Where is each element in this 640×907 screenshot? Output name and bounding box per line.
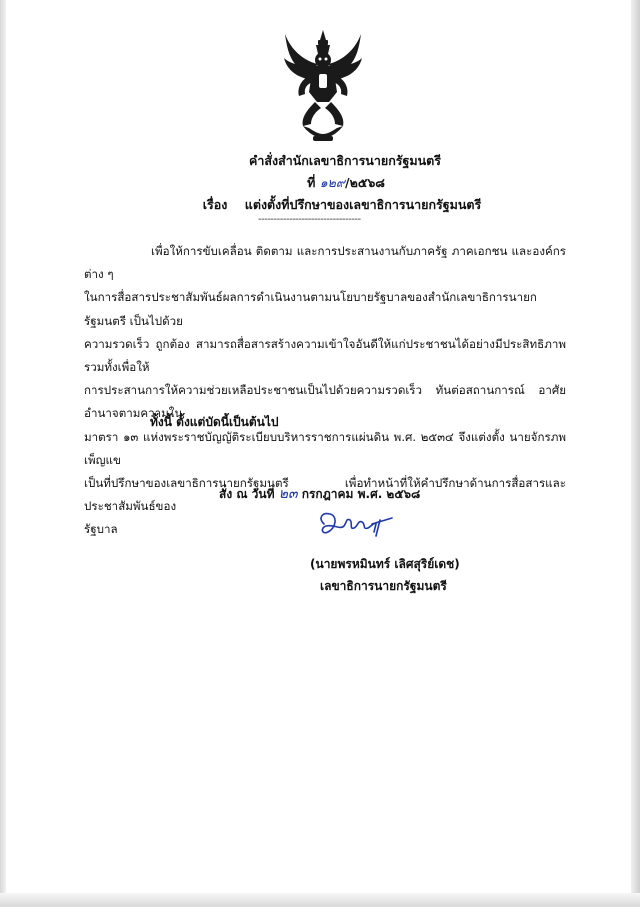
subject-line [22, 195, 640, 215]
date-month-year: กรกฎาคม พ.ศ. ๒๕๖๘ [301, 487, 421, 501]
page-shadow-right [631, 0, 640, 907]
signature-icon [316, 510, 406, 540]
order-title: คำสั่งสำนักเลขาธิการนายกรัฐมนตรี [249, 153, 441, 168]
order-number-line [26, 173, 640, 193]
signer-title: เลขาธิการนายกรัฐมนตรี [320, 579, 447, 593]
order-date-line [219, 483, 420, 505]
body-line: การประสานการให้ความช่วยเหลือประชาชนเป็นไปด้วยความรวดเร็ว ทันต่อสถานการณ์ อาศัยอำนาจตามความใน [84, 383, 566, 421]
order-number-handwritten: ๑๒๙ [319, 175, 346, 190]
subject-label: เรื่อง [202, 197, 228, 212]
order-year: /๒๕๖๘ [345, 175, 385, 190]
title-divider: --------------------------------- [258, 214, 361, 225]
page-shadow-bottom [0, 893, 640, 907]
order-number-prefix: ที่ [307, 175, 316, 190]
body-line: ในการสื่อสารประชาสัมพันธ์ผลการดำเนินงานตามนโยบายรัฐบาลของสำนักเลขาธิการนายกรัฐมนตรี เป็นไปด้วย [84, 290, 537, 328]
subject-text: แต่งตั้งที่ปรึกษาของเลขาธิการนายกรัฐมนตรี [244, 197, 482, 212]
body-line: มาตรา ๑๓ แห่งพระราชบัญญัติระเบียบบริหารราชการแผ่นดิน พ.ศ. ๒๕๓๔ จึงแต่งตั้ง นายจักรภพ เพ็ญแข [84, 429, 566, 467]
signer-name: (นายพรหมินทร์ เลิศสุริย์เดช) [310, 557, 460, 571]
body-line: เป็นที่ปรึกษาของเลขาธิการนายกรัฐมนตรี เพื่อทำหน้าที่ให้คำปรึกษาด้านการสื่อสารและประชาสัมพันธ์ของ [84, 476, 566, 514]
effective-clause: ทั้งนี้ ตั้งแต่บัดนี้เป็นต้นไป [150, 415, 279, 429]
body-line: ความรวดเร็ว ถูกต้อง สามารถสื่อสารสร้างความเข้าใจอันดีให้แก่ประชาชนได้อย่างมีประสิทธิภาพ รวมทั้งเพื่อให้ [84, 336, 566, 375]
date-day-handwritten: ๒๓ [278, 486, 298, 502]
page-shadow-left [0, 0, 6, 907]
body-line: รัฐบาล [84, 522, 118, 537]
date-prefix: สั่ง ณ วันที่ [219, 487, 275, 501]
body-line: เพื่อให้การขับเคลื่อน ติดตาม และการประสานงานกับภาครัฐ ภาคเอกชน และองค์กรต่าง ๆ [84, 244, 566, 282]
garuda-emblem-icon [283, 30, 363, 142]
